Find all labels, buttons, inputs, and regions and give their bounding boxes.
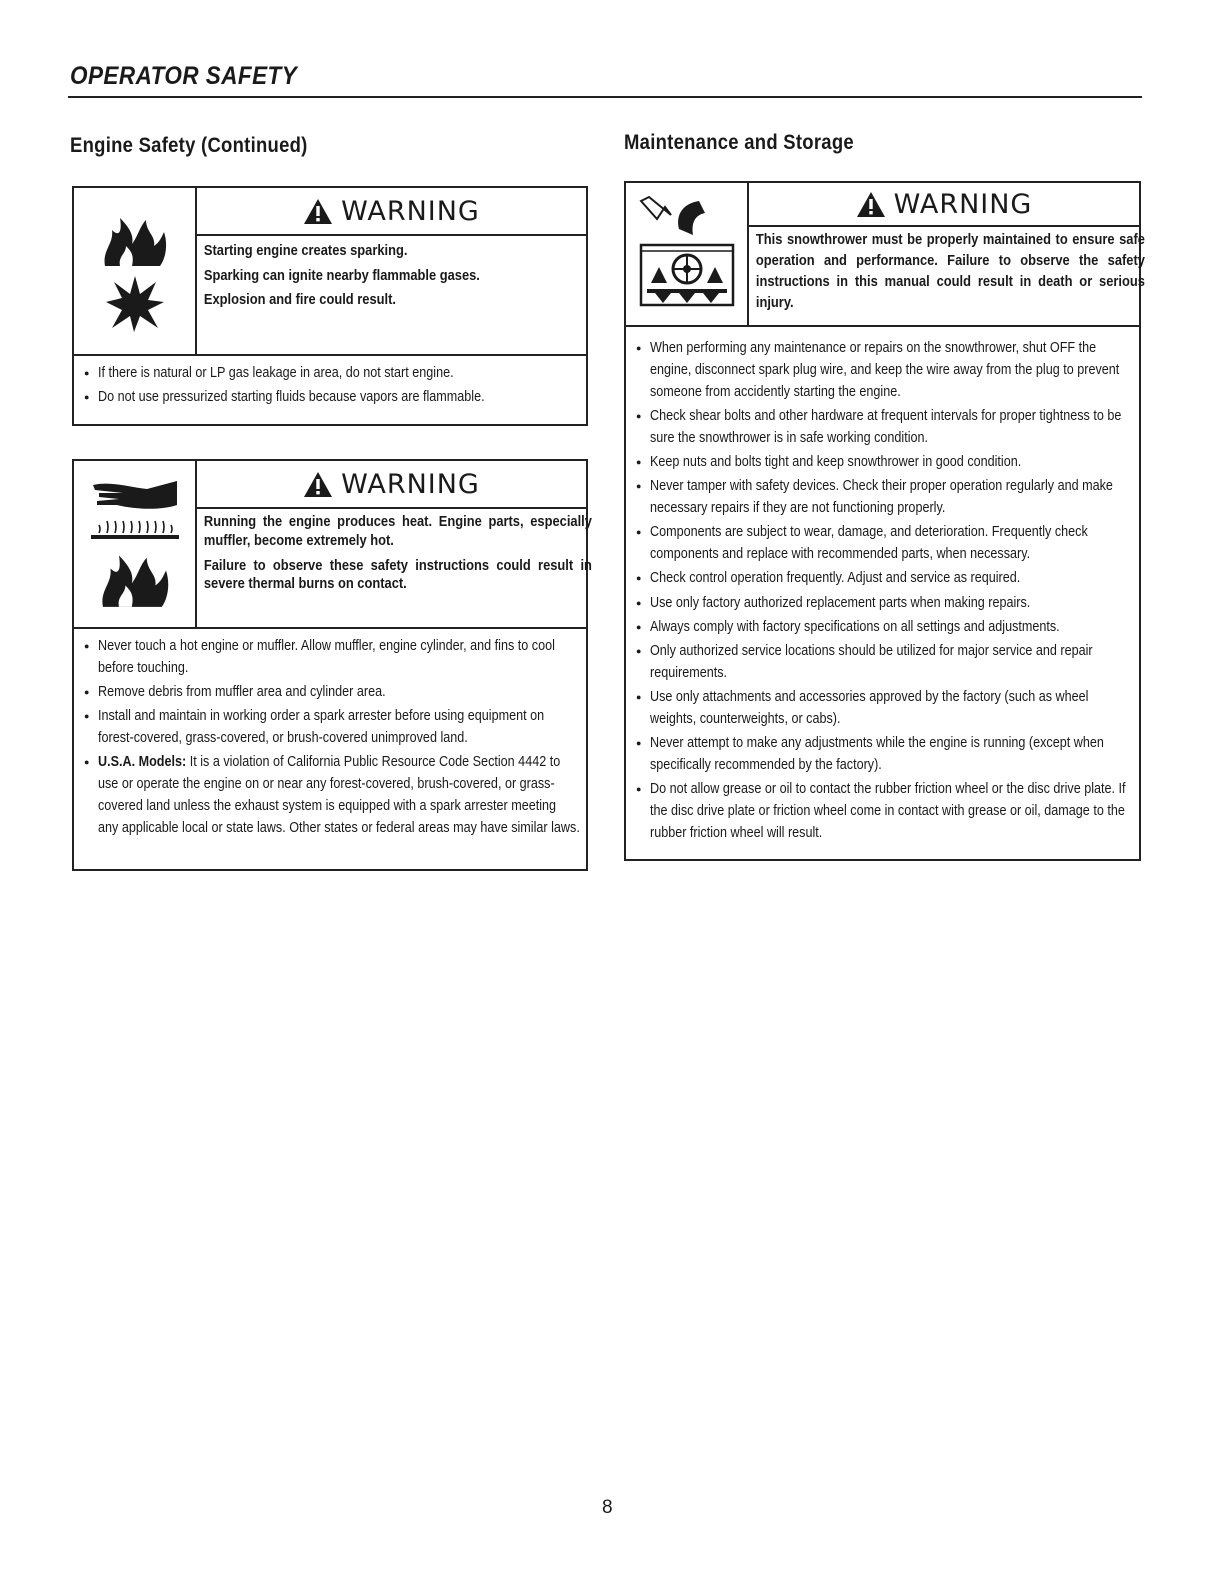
warning-message	[197, 236, 599, 320]
list-item: ● Never touch a hot engine or muffler. Allow muffler, engine cylinder, and fins to cool before touching.	[84, 635, 580, 679]
heat-surface-icon	[89, 519, 181, 541]
page-section-title: OPERATOR SAFETY	[70, 62, 298, 90]
warning-label: WARNING	[341, 468, 480, 500]
hot-surface-icon-cell	[74, 461, 197, 627]
fire-explosion-warning-panel	[72, 186, 588, 426]
warning-line: Failure to observe these safety instructions could result in severe thermal burns on contact.	[203, 556, 592, 593]
maintenance-storage-heading: Maintenance and Storage	[624, 131, 854, 154]
warning-header	[197, 188, 586, 236]
warning-line: Running the engine produces heat. Engine parts, especially muffler, become extremely hot.	[203, 513, 592, 549]
snowthrower-auger-icon	[635, 193, 739, 315]
list-item: ● If there is natural or LP gas leakage in area, do not start engine.	[84, 362, 580, 384]
maintenance-bullet-list	[626, 327, 1139, 856]
usa-models-text: It is a violation of California Public Resource Code Section 4442 to use or operate the engine on or near any forest-covered, brush-covered, or grass-covered land unless the exhaust system is equipped with a spark arrester meeting any applicable local or state laws. Other states or federal areas may have similar laws.	[98, 753, 580, 837]
list-item	[84, 751, 580, 839]
fire-safety-bullet-list	[74, 356, 586, 420]
hot-surface-bullet-list	[74, 629, 586, 851]
list-item: ● Keep nuts and bolts tight and keep snowthrower in good condition.	[636, 451, 1133, 473]
hot-surface-warning-panel	[72, 459, 592, 871]
page-number: 8	[602, 1497, 613, 1518]
warning-message	[197, 509, 599, 606]
list-item: ● When performing any maintenance or repairs on the snowthrower, shut OFF the engine, disconnect spark plug wire, and keep the wire away from the plug to prevent someone from accidently starting the engine.	[636, 337, 1133, 403]
warning-triangle-icon	[856, 191, 886, 218]
list-item: ● Do not allow grease or oil to contact the rubber friction wheel or the disc drive plate. If the disc drive plate or friction wheel come in contact with grease or oil, damage to the rubber friction wheel will result.	[636, 778, 1133, 844]
fire-icon	[95, 547, 175, 609]
title-rule	[68, 96, 1142, 98]
warning-line: Starting engine creates sparking.	[203, 242, 408, 259]
usa-models-label: U.S.A. Models:	[98, 753, 187, 771]
snowthrower-icon-cell	[626, 183, 749, 325]
list-item: ● Check control operation frequently. Adjust and service as required.	[636, 567, 1133, 589]
fire-icon	[100, 210, 170, 268]
list-item: ● Check shear bolts and other hardware at frequent intervals for proper tightness to be sure the snowthrower is in safe working condition.	[636, 405, 1133, 449]
explosion-icon	[104, 274, 166, 332]
hand-icon	[89, 479, 181, 513]
list-item: ● Components are subject to wear, damage, and deterioration. Frequently check components and replace with recommended parts, when necessary.	[636, 521, 1133, 565]
list-item: ● Do not use pressurized starting fluids because vapors are flammable.	[84, 386, 580, 408]
list-item: ● Only authorized service locations should be utilized for major service and repair requirements.	[636, 640, 1133, 684]
list-item: ● Never tamper with safety devices. Check their proper operation regularly and make necessary repairs if they are not functioning properly.	[636, 475, 1133, 519]
list-item: ● Use only attachments and accessories approved by the factory (such as wheel weights, counterweights, or cabs).	[636, 686, 1133, 730]
list-item: ● Install and maintain in working order a spark arrester before using equipment on forest-covered, grass-covered, or brush-covered unimproved land.	[84, 705, 580, 749]
warning-label: WARNING	[341, 195, 480, 227]
warning-header	[749, 183, 1139, 227]
warning-line: Sparking can ignite nearby flammable gases.	[203, 266, 480, 284]
list-item: ● Remove debris from muffler area and cylinder area.	[84, 681, 580, 703]
warning-triangle-icon	[303, 471, 333, 498]
list-item: ● Use only factory authorized replacement parts when making repairs.	[636, 592, 1133, 614]
warning-header	[197, 461, 586, 509]
list-item: ● Always comply with factory specifications on all settings and adjustments.	[636, 616, 1133, 638]
warning-message	[749, 227, 1152, 325]
fire-explosion-icon-cell	[74, 188, 197, 354]
warning-line: This snowthrower must be properly maintained to ensure safe operation and performance. Failure to observe the safety instructions in this manual could result in death or serious injury.	[755, 231, 1145, 311]
warning-line: Explosion and fire could result.	[203, 291, 396, 308]
warning-triangle-icon	[303, 198, 333, 225]
warning-label: WARNING	[893, 188, 1033, 220]
maintenance-warning-panel	[624, 181, 1145, 861]
engine-safety-heading: Engine Safety (Continued)	[70, 134, 308, 157]
list-item: ● Never attempt to make any adjustments while the engine is running (except when specifically recommended by the factory).	[636, 732, 1133, 776]
